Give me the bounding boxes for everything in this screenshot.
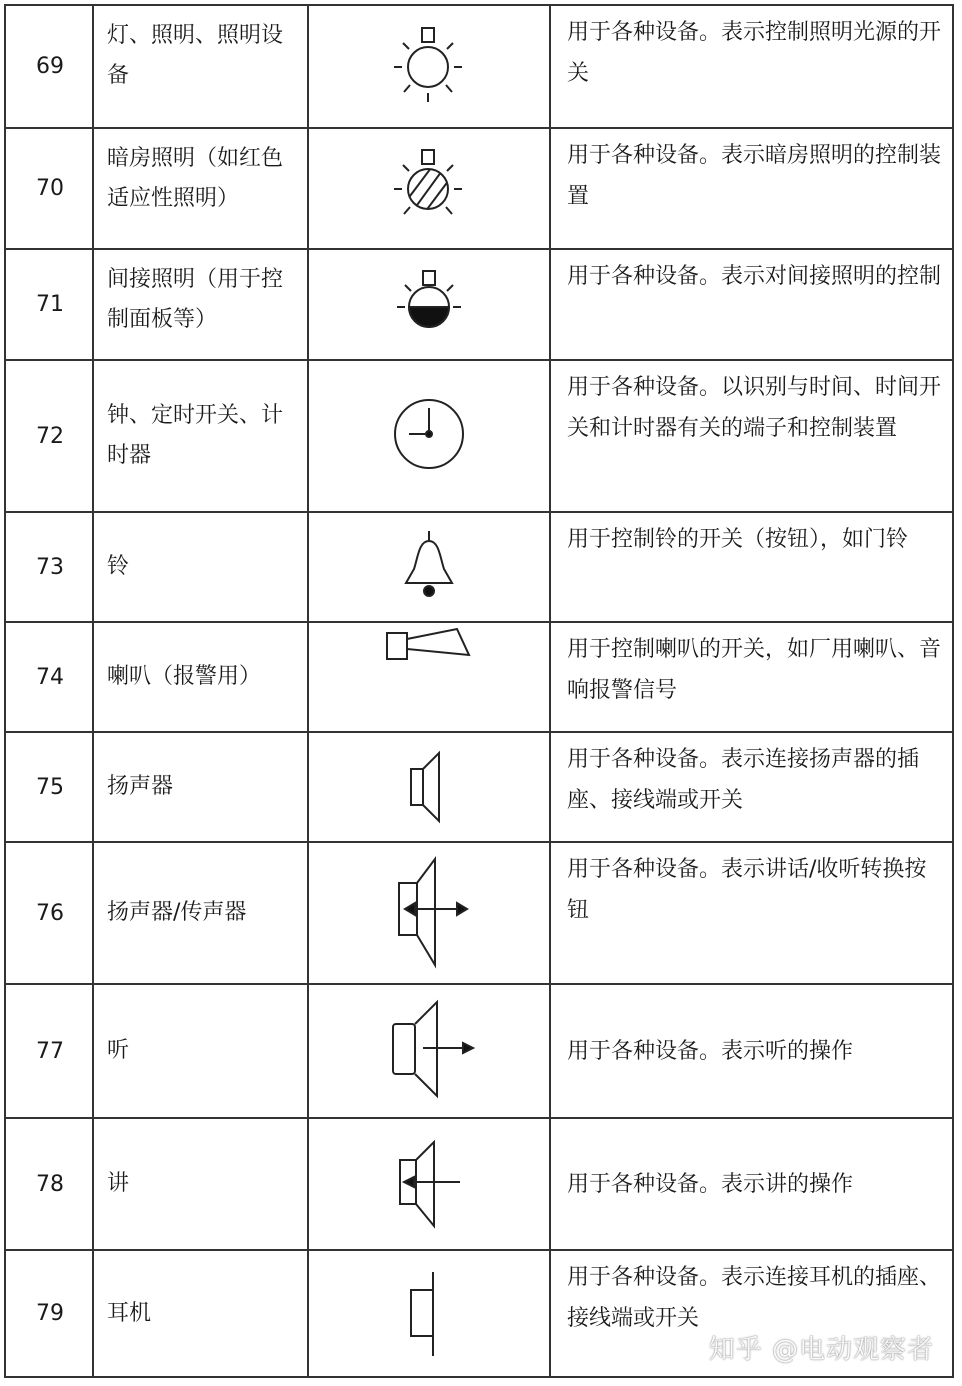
earphone-icon <box>308 1250 550 1377</box>
talk-icon <box>308 1118 550 1250</box>
bell-icon <box>308 512 550 622</box>
watermark: 知乎 @电动观察者 <box>708 1335 934 1365</box>
symbol-name: 铃 <box>93 512 308 622</box>
table-row <box>5 5 953 128</box>
symbol-table <box>4 4 954 1378</box>
symbol-description: 用于各种设备。表示讲话/收听转换按钮 <box>550 842 953 984</box>
symbol-description: 用于各种设备。表示连接耳机的插座、接线端或开关 <box>550 1250 953 1377</box>
symbol-name: 间接照明（用于控制面板等） <box>93 249 308 360</box>
table-row <box>5 512 953 622</box>
table-row <box>5 1118 953 1250</box>
horn-icon <box>308 622 550 732</box>
table-row <box>5 128 953 249</box>
symbol-name: 耳机 <box>93 1250 308 1377</box>
symbol-name: 灯、照明、照明设备 <box>93 5 308 128</box>
indirect-lighting-icon <box>308 249 550 360</box>
symbol-description: 用于控制铃的开关（按钮），如门铃 <box>550 512 953 622</box>
row-number: 76 <box>5 842 93 984</box>
table-row <box>5 842 953 984</box>
symbol-name: 暗房照明（如红色适应性照明） <box>93 128 308 249</box>
symbol-description: 用于各种设备。表示对间接照明的控制 <box>550 249 953 360</box>
speaker-microphone-icon <box>308 842 550 984</box>
symbol-name: 听 <box>93 984 308 1118</box>
table-row <box>5 622 953 732</box>
symbol-name: 讲 <box>93 1118 308 1250</box>
lamp-icon <box>308 5 550 128</box>
row-number: 69 <box>5 5 93 128</box>
row-number: 77 <box>5 984 93 1118</box>
row-number: 79 <box>5 1250 93 1377</box>
row-number: 72 <box>5 360 93 512</box>
row-number: 71 <box>5 249 93 360</box>
symbol-description: 用于各种设备。表示暗房照明的控制装置 <box>550 128 953 249</box>
clock-icon <box>308 360 550 512</box>
row-number: 78 <box>5 1118 93 1250</box>
loudspeaker-icon <box>308 732 550 842</box>
symbol-name: 喇叭（报警用） <box>93 622 308 732</box>
table-row <box>5 360 953 512</box>
symbol-description: 用于各种设备。表示听的操作 <box>550 984 953 1118</box>
symbol-name: 扬声器 <box>93 732 308 842</box>
symbol-name: 钟、定时开关、计时器 <box>93 360 308 512</box>
darkroom-lamp-icon <box>308 128 550 249</box>
symbol-description: 用于各种设备。表示讲的操作 <box>550 1118 953 1250</box>
table-row <box>5 732 953 842</box>
table-row <box>5 984 953 1118</box>
symbol-description: 用于各种设备。以识别与时间、时间开关和计时器有关的端子和控制装置 <box>550 360 953 512</box>
symbol-description: 用于各种设备。表示连接扬声器的插座、接线端或开关 <box>550 732 953 842</box>
listen-icon <box>308 984 550 1118</box>
symbol-name: 扬声器/传声器 <box>93 842 308 984</box>
row-number: 70 <box>5 128 93 249</box>
row-number: 74 <box>5 622 93 732</box>
row-number: 75 <box>5 732 93 842</box>
symbol-description: 用于控制喇叭的开关，如厂用喇叭、音响报警信号 <box>550 622 953 732</box>
table-row <box>5 249 953 360</box>
symbol-description: 用于各种设备。表示控制照明光源的开关 <box>550 5 953 128</box>
row-number: 73 <box>5 512 93 622</box>
